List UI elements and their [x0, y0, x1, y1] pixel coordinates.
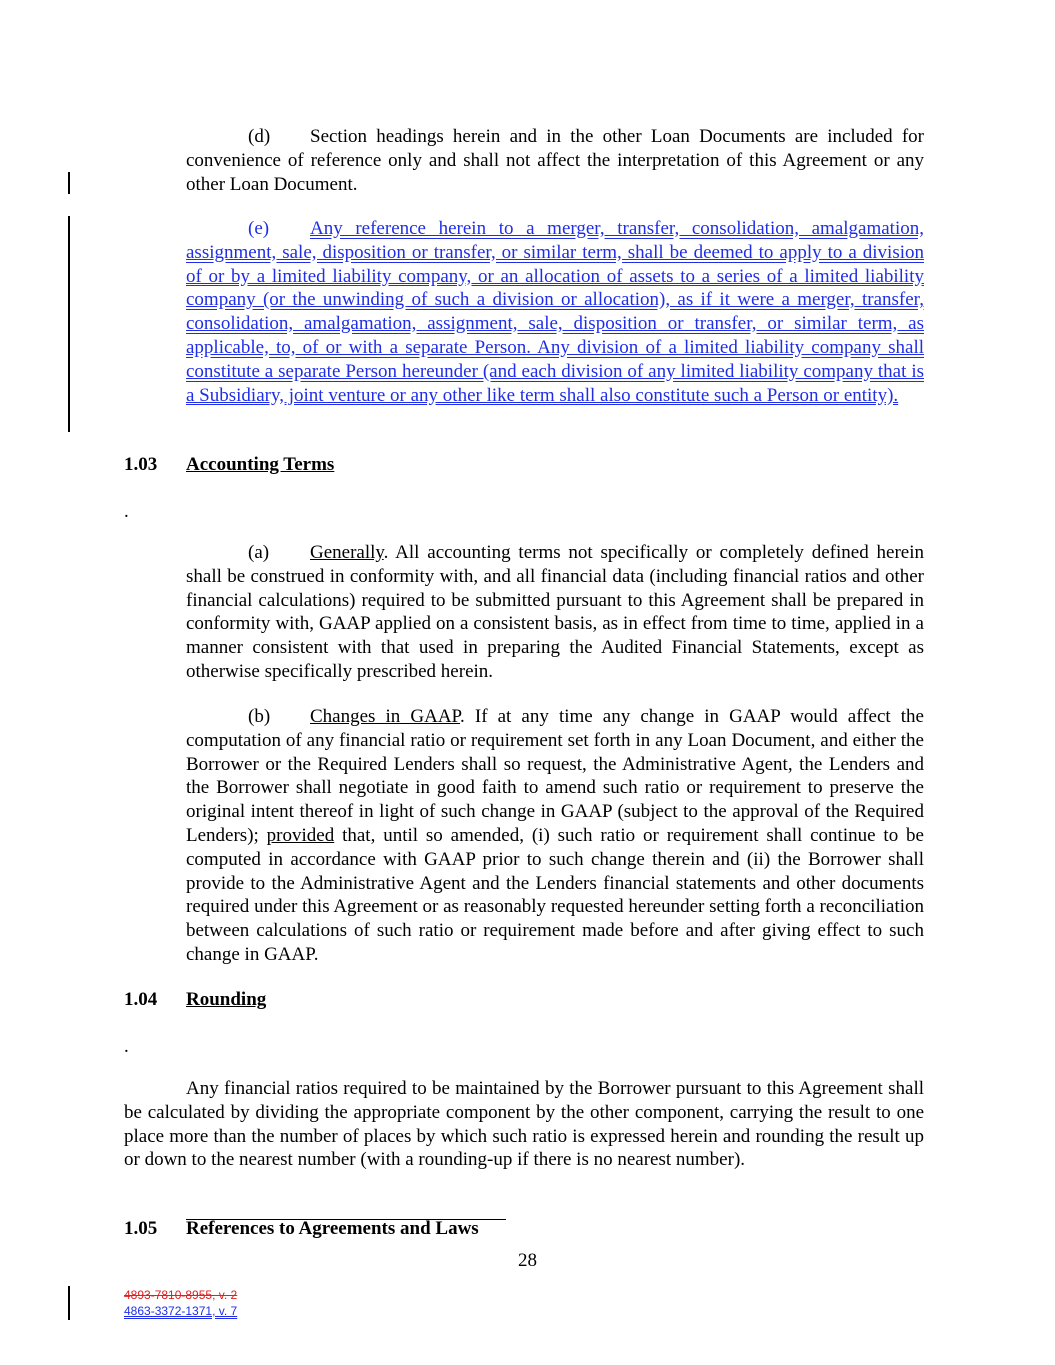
paragraph-b-label: (b)	[248, 706, 271, 727]
paragraph-b-text-before: . If at any time any change in GAAP would affect the computation of any financial ratio or requirement set forth in any Loan Document, and either the Borrower or the Required Lenders shall so request, the Administrative Agent, the Lenders and the Borrower shall negotiate in good faith to amend such ratio or requirement to preserve the original intent thereof in light of such change in GAAP (subject to the approval of the Required Lenders);	[186, 706, 924, 846]
section-number: 1.05	[124, 1218, 158, 1239]
paragraph-a-text: . All accounting terms not specifically or completely defined herein shall be construed in conformity with, and all financial data (including financial ratios and other financial calculations) required to be submitted pursuant to this Agreement shall be prepared in conformity with, GAAP applied on a consistent basis, as in effect from time to time, applied in a manner consistent with that used in preparing the Audited Financial Statements, except as otherwise specifically prescribed herein.	[186, 542, 924, 682]
section-title: Rounding	[186, 989, 267, 1010]
section-number: 1.04	[124, 989, 158, 1010]
change-bar	[68, 216, 70, 432]
paragraph-d-label: (d)	[248, 126, 271, 147]
inserted-document-id: 4863-3372-1371, v. 7	[124, 1304, 238, 1318]
paragraph-b-caption: Changes in GAAP	[310, 706, 461, 727]
paragraph-d	[186, 125, 924, 196]
stray-period: .	[124, 1036, 129, 1057]
paragraph-e-text: Any reference herein to a merger, transfer, consolidation, amalgamation, assignment, sale, disposition or transfer, or similar term, shall be deemed to apply to a division of or by a limited liability company, or an allocation of assets to a series of a limited liability company (or the unwinding of such a division or allocation), as if it were a merger, transfer, consolidation, amalgamation, assignment, sale, disposition or transfer, or similar term, as applicable, to, of or with a separate Person. Any division of a limited liability company shall constitute a separate Person hereunder (and each division of any limited liability company that is a Subsidiary, joint venture or any other like term shall also constitute such a Person or entity).	[186, 218, 924, 406]
paragraph-e-label: (e)	[248, 218, 270, 239]
rounding-text: Any financial ratios required to be maintained by the Borrower pursuant to this Agreement shall be calculated by dividing the appropriate component by the other component, carrying the result to one place more than the number of places by which such ratio is expressed herein and rounding the result up or down to the nearest number (with a rounding-up if there is no nearest number).	[124, 1078, 924, 1171]
paragraph-d-text: Section headings herein and in the other Loan Documents are included for convenience of reference only and shall not affect the interpretation of this Agreement or any other Loan Document.	[186, 126, 924, 195]
paragraph-a-label: (a)	[248, 542, 270, 563]
section-title: References to Agreements and Laws	[186, 1218, 479, 1239]
paragraph-103-b	[186, 705, 924, 967]
paragraph-rounding	[124, 1077, 924, 1172]
paragraph-b-text-after: that, until so amended, (i) such ratio or requirement shall continue to be computed in accordance with GAAP prior to such change therein and (ii) the Borrower shall provide to the Administrative Agent and the Lenders financial statements and other documents required under this Agreement or as reasonably requested hereunder setting forth a reconciliation between calculations of such ratio or requirement made before and after giving effect to such change in GAAP.	[186, 824, 924, 965]
section-number: 1.03	[124, 454, 158, 475]
change-bar	[68, 1286, 70, 1320]
change-bar	[68, 172, 70, 194]
document-id-footer	[124, 1287, 237, 1319]
section-title: Accounting Terms	[186, 454, 335, 475]
paragraph-103-a	[186, 541, 924, 684]
paragraph-b-provided: provided	[266, 824, 335, 846]
stray-period: .	[124, 501, 129, 522]
paragraph-e-inserted	[186, 217, 924, 407]
page-number: 28	[518, 1250, 537, 1271]
deleted-document-id: 4893-7810-8955, v. 2	[124, 1288, 238, 1302]
paragraph-a-caption: Generally	[310, 542, 384, 563]
